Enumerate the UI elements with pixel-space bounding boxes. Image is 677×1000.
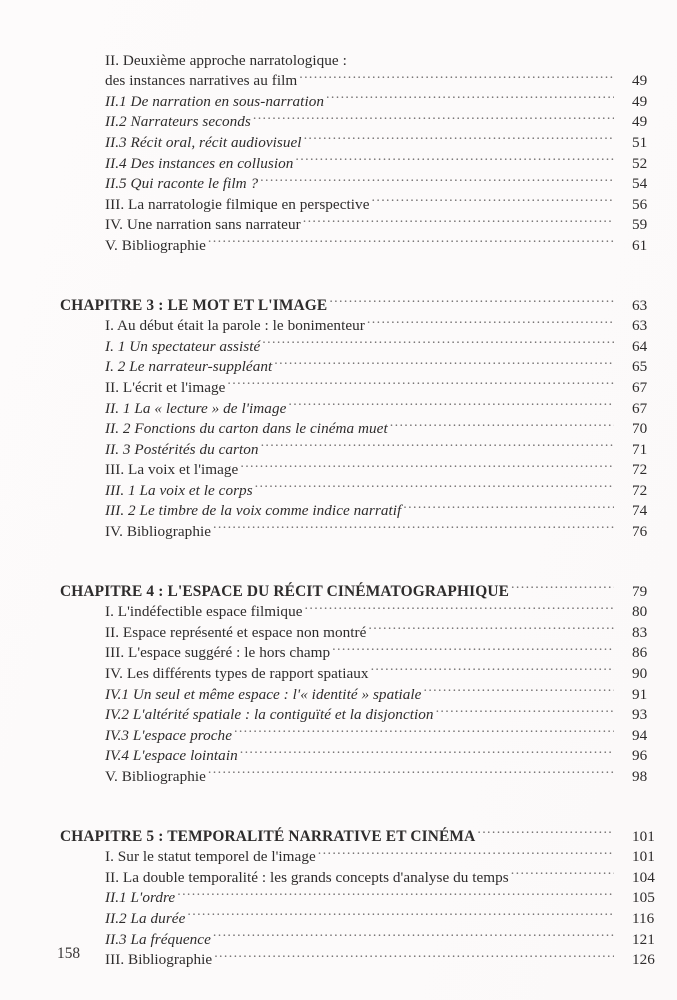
toc-entry-label: II.2 Narrateurs seconds <box>105 113 251 131</box>
toc-entry-label: IV.4 L'espace lointain <box>105 747 238 765</box>
toc-entry-label: III. La narratologie filmique en perspective <box>105 195 370 213</box>
toc-entry[interactable] <box>0 474 677 499</box>
toc-entry-label: II.3 Récit oral, récit audiovisuel <box>105 133 302 151</box>
toc-entry[interactable] <box>0 371 677 396</box>
toc-entry[interactable] <box>0 351 677 376</box>
toc-entry-label: II. Deuxième approche narratologique : <box>105 51 347 69</box>
toc-entry-page-number: 72 <box>632 481 648 499</box>
toc-leader-dots <box>436 699 614 720</box>
toc-entry[interactable] <box>0 209 677 234</box>
toc-block-spacer <box>0 781 677 820</box>
toc-entry[interactable] <box>0 495 677 520</box>
toc-leader-dots <box>477 820 614 841</box>
toc-entry-label: II. 3 Postérités du carton <box>105 440 259 458</box>
toc-entry-page-number: 49 <box>632 92 648 110</box>
toc-entry[interactable] <box>0 229 677 254</box>
toc-entry-label: I. L'indéfectible espace filmique <box>105 603 303 621</box>
toc-entry-page-number: 54 <box>632 175 648 193</box>
toc-entry-label: III. La voix et l'image <box>105 461 239 479</box>
toc-entry-page-number: 70 <box>632 420 648 438</box>
toc-entry[interactable] <box>0 637 677 662</box>
toc-entry-label: IV.2 L'altérité spatiale : la contiguïté et la disjonction <box>105 706 434 724</box>
toc-block-chapitre-3 <box>0 289 677 541</box>
toc-leader-dots <box>260 168 614 189</box>
toc-leader-dots <box>511 861 614 882</box>
toc-block-chapitre-2-tail <box>0 44 677 254</box>
toc-entry[interactable] <box>0 944 677 969</box>
toc-entry-label: CHAPITRE 5 : TEMPORALITÉ NARRATIVE ET CINÉMA <box>60 827 476 845</box>
toc-leader-dots <box>423 678 614 699</box>
toc-entry-page-number: 49 <box>632 113 648 131</box>
toc-entry[interactable] <box>0 515 677 541</box>
toc-leader-dots <box>326 85 614 106</box>
toc-entry-page-number: 79 <box>632 582 648 600</box>
toc-entry-label: III. L'espace suggéré : le hors champ <box>105 644 331 662</box>
page-folio-number: 158 <box>57 945 81 962</box>
toc-entry[interactable] <box>0 575 677 600</box>
toc-entry-label: II.3 La fréquence <box>105 930 211 948</box>
toc-leader-dots <box>332 637 614 658</box>
toc-entry-page-number: 67 <box>632 399 648 417</box>
toc-leader-dots <box>372 188 615 209</box>
toc-entry[interactable] <box>0 188 677 213</box>
toc-entry-label: II. La double temporalité : les grands concepts d'analyse du temps <box>105 868 509 886</box>
toc-leader-dots <box>208 760 614 781</box>
toc-entry-label: IV. Les différents types de rapport spatiaux <box>105 665 369 683</box>
toc-entry-label: II. 2 Fonctions du carton dans le cinéma muet <box>105 420 388 438</box>
toc-entry[interactable] <box>0 902 677 927</box>
toc-leader-dots <box>213 515 614 536</box>
toc-entry-page-number: 52 <box>632 154 648 172</box>
toc-leader-dots <box>305 596 614 617</box>
toc-entry-page-number: 56 <box>632 195 648 213</box>
toc-entry-page-number: 96 <box>632 747 648 765</box>
toc-entry-label: I. Sur le statut temporel de l'image <box>105 848 316 866</box>
toc-entry-page-number: 121 <box>632 930 655 948</box>
toc-entry-page-number: 105 <box>632 889 655 907</box>
toc-leader-dots <box>213 923 614 944</box>
toc-entry-label: IV. Bibliographie <box>105 523 212 541</box>
toc-leader-dots <box>255 474 614 495</box>
toc-entry[interactable] <box>0 310 677 335</box>
toc-entry[interactable] <box>0 719 677 744</box>
toc-entry-label: I. 2 Le narrateur-suppléant <box>105 358 273 376</box>
toc-leader-dots <box>318 841 614 862</box>
toc-leader-dots <box>368 616 614 637</box>
toc-leader-dots <box>303 209 614 230</box>
toc-block-spacer <box>0 536 677 575</box>
toc-entry-page-number: 101 <box>632 848 655 866</box>
toc-entry-page-number: 76 <box>632 523 648 541</box>
toc-entry-page-number: 63 <box>632 317 648 335</box>
toc-entry[interactable] <box>0 44 677 69</box>
table-of-contents <box>0 44 677 969</box>
toc-entry-label: III. Bibliographie <box>105 951 213 969</box>
toc-entry-page-number: 65 <box>632 358 648 376</box>
toc-entry[interactable] <box>0 126 677 151</box>
toc-entry[interactable] <box>0 85 677 110</box>
toc-entry[interactable] <box>0 168 677 193</box>
toc-leader-dots <box>390 413 614 434</box>
toc-entry-page-number: 71 <box>632 440 648 458</box>
toc-entry[interactable] <box>0 596 677 621</box>
toc-entry-page-number: 72 <box>632 461 648 479</box>
toc-leader-dots <box>187 902 614 923</box>
toc-entry-page-number: 104 <box>632 868 655 886</box>
toc-leader-dots <box>371 657 614 678</box>
toc-leader-dots <box>299 65 614 86</box>
toc-entry[interactable] <box>0 413 677 438</box>
toc-entry-page-number: 101 <box>632 827 655 845</box>
toc-entry[interactable] <box>0 330 677 355</box>
toc-entry-label: V. Bibliographie <box>105 768 206 785</box>
toc-leader-dots <box>208 229 614 250</box>
toc-entry[interactable] <box>0 841 677 866</box>
toc-entry-page-number: 64 <box>632 337 648 355</box>
toc-leader-dots <box>349 44 614 65</box>
toc-entry-label: IV.3 L'espace proche <box>105 726 232 744</box>
toc-leader-dots <box>234 719 614 740</box>
toc-entry-label: I. Au début était la parole : le bonimenteur <box>105 317 365 335</box>
toc-entry[interactable] <box>0 882 677 907</box>
toc-entry-label: III. 1 La voix et le corps <box>105 481 253 499</box>
toc-leader-dots <box>227 371 614 392</box>
toc-entry-page-number: 93 <box>632 706 648 724</box>
toc-leader-dots <box>511 575 614 596</box>
toc-entry-page-number: 67 <box>632 378 648 396</box>
toc-entry-label: CHAPITRE 4 : L'ESPACE DU RÉCIT CINÉMATOGRAPHIQUE <box>60 582 510 600</box>
toc-entry-label: II. L'écrit et l'image <box>105 378 226 396</box>
toc-entry-page-number: 51 <box>632 133 648 151</box>
toc-entry-label: V. Bibliographie <box>105 236 206 254</box>
toc-entry-label: IV. Une narration sans narrateur <box>105 216 301 234</box>
toc-entry-page-number: 59 <box>632 216 648 234</box>
toc-entry[interactable] <box>0 820 677 845</box>
toc-leader-dots <box>214 944 614 965</box>
toc-entry[interactable] <box>0 454 677 479</box>
toc-block-spacer <box>0 250 677 289</box>
toc-leader-dots <box>240 740 614 761</box>
toc-entry-page-number: 116 <box>632 909 655 927</box>
toc-entry[interactable] <box>0 760 677 785</box>
toc-leader-dots <box>177 882 614 903</box>
toc-entry[interactable] <box>0 657 677 683</box>
toc-entry-page-number: 83 <box>632 623 648 641</box>
toc-entry[interactable] <box>0 65 677 90</box>
toc-entry-label: II.4 Des instances en collusion <box>105 154 294 172</box>
toc-entry-label: II.1 De narration en sous-narration <box>105 92 325 110</box>
toc-entry-page-number: 61 <box>632 236 648 254</box>
toc-leader-dots <box>240 454 614 475</box>
toc-entry[interactable] <box>0 923 677 948</box>
toc-entry[interactable] <box>0 106 677 131</box>
toc-entry[interactable] <box>0 433 677 458</box>
toc-leader-dots <box>304 126 614 147</box>
toc-leader-dots <box>367 310 614 331</box>
toc-entry[interactable] <box>0 699 677 724</box>
toc-entry-label: II.1 L'ordre <box>105 889 176 907</box>
toc-entry-page-number: 90 <box>632 665 648 683</box>
toc-block-chapitre-4 <box>0 575 677 785</box>
toc-entry[interactable] <box>0 678 677 703</box>
toc-entry-page-number: 126 <box>632 951 655 969</box>
toc-entry[interactable] <box>0 861 677 886</box>
toc-entry-page-number: 74 <box>632 502 648 520</box>
toc-leader-dots <box>274 351 614 372</box>
toc-entry-page-number: 63 <box>632 296 648 314</box>
toc-entry-page-number: 80 <box>632 603 648 621</box>
toc-entry[interactable] <box>0 392 677 417</box>
toc-block-chapitre-5 <box>0 820 677 969</box>
toc-entry-label: II.2 La durée <box>105 909 186 927</box>
toc-entry-label: III. 2 Le timbre de la voix comme indice narratif <box>105 502 402 520</box>
toc-entry-label: II. Espace représenté et espace non montré <box>105 623 367 641</box>
toc-entry[interactable] <box>0 616 677 641</box>
toc-entry-page-number: 98 <box>632 768 648 785</box>
toc-entry-page-number: 94 <box>632 726 648 744</box>
toc-entry[interactable] <box>0 289 677 314</box>
toc-entry-label: II.5 Qui raconte le film ? <box>105 175 259 193</box>
toc-entry-page-number: 86 <box>632 644 648 662</box>
toc-entry-label: des instances narratives au film <box>105 72 298 90</box>
toc-entry-label: II. 1 La « lecture » de l'image <box>105 399 287 417</box>
toc-entry-page-number: 49 <box>632 72 648 90</box>
toc-leader-dots <box>261 433 614 454</box>
toc-leader-dots <box>253 106 614 127</box>
toc-leader-dots <box>295 147 614 168</box>
toc-leader-dots <box>403 495 614 516</box>
toc-entry-page-number: 91 <box>632 685 648 703</box>
toc-entry[interactable] <box>0 740 677 765</box>
toc-entry-label: IV.1 Un seul et même espace : l'« identité » spatiale <box>105 685 422 703</box>
toc-entry[interactable] <box>0 147 677 172</box>
toc-entry-label: CHAPITRE 3 : LE MOT ET L'IMAGE <box>60 296 328 314</box>
toc-entry-label: I. 1 Un spectateur assisté <box>105 337 261 355</box>
toc-leader-dots <box>262 330 614 351</box>
toc-leader-dots <box>288 392 614 413</box>
toc-leader-dots <box>329 289 614 310</box>
